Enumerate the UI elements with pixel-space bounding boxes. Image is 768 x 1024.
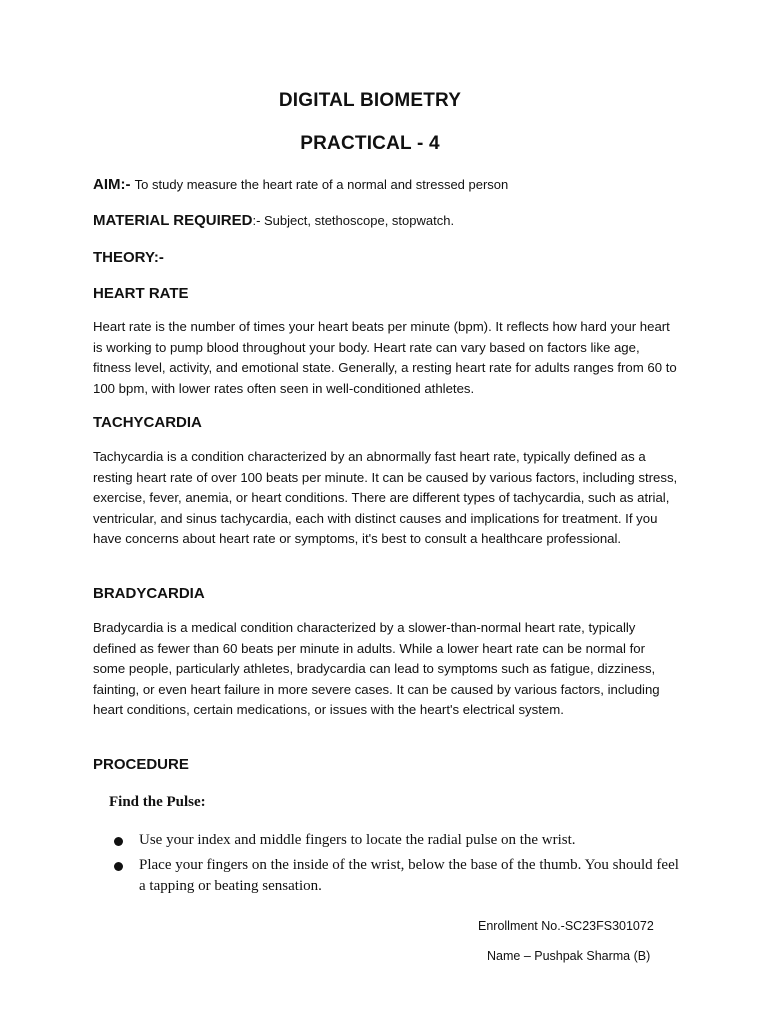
tachycardia-heading: TACHYCARDIA [93, 414, 202, 431]
material-label: MATERIAL REQUIRED [93, 212, 253, 229]
document-title: DIGITAL BIOMETRY [278, 90, 462, 111]
material-line [93, 212, 454, 229]
bradycardia-paragraph: Bradycardia is a medical condition characterized by a slower-than-normal heart rate, typically defined as fewer than 60 beats per minute in adults. While a lower heart rate can be normal for some people, particularly athletes, bradycardia can lead to symptoms such as fatigue, dizziness, fainting, or even heart failure in more severe cases. It can be caused by various factors, including heart conditions, certain medications, or issues with the heart's electrical system. [93, 620, 660, 717]
bradycardia-heading: BRADYCARDIA [93, 585, 205, 602]
theory-heading: THEORY:- [93, 249, 164, 266]
student-name: Name – Pushpak Sharma (B) [487, 949, 651, 963]
list-item [113, 830, 683, 851]
enrollment-number: Enrollment No.-SC23FS301072 [478, 919, 654, 933]
practical-number: PRACTICAL - 4 [300, 133, 440, 154]
aim-text: To study measure the heart rate of a normal and stressed person [134, 177, 509, 192]
aim-line [93, 176, 508, 193]
procedure-heading: PROCEDURE [93, 756, 189, 773]
find-pulse-subheading: Find the Pulse: [109, 794, 206, 810]
procedure-step-text: Use your index and middle fingers to locate the radial pulse on the wrist. [139, 832, 576, 848]
procedure-step-text: Place your fingers on the inside of the wrist, below the base of the thumb. You should feel a tapping or beating sensation. [139, 857, 679, 894]
heart-rate-heading: HEART RATE [93, 285, 189, 302]
bullet-icon [114, 862, 123, 871]
procedure-steps-list [113, 830, 683, 901]
list-item [113, 855, 683, 897]
aim-label: AIM:- [93, 176, 131, 193]
tachycardia-paragraph: Tachycardia is a condition characterized by an abnormally fast heart rate, typically defined as a resting heart rate of over 100 beats per minute. It can be caused by various factors, including stress, exercise, fever, anemia, or heart conditions. There are different types of tachycardia, such as atrial, ventricular, and sinus tachycardia, each with distinct causes and implications for treatment. If you have concerns about heart rate or symptoms, it's best to consult a healthcare professional. [93, 449, 678, 546]
material-text: :- Subject, stethoscope, stopwatch. [252, 213, 455, 228]
heart-rate-paragraph: Heart rate is the number of times your heart beats per minute (bpm). It reflects how hard your heart is working to pump blood throughout your body. Heart rate can vary based on factors like age, fitness level, activity, and emotional state. Generally, a resting heart rate for adults ranges from 60 to 100 bpm, with lower rates often seen in well-conditioned athletes. [93, 319, 677, 396]
bullet-icon [114, 837, 123, 846]
